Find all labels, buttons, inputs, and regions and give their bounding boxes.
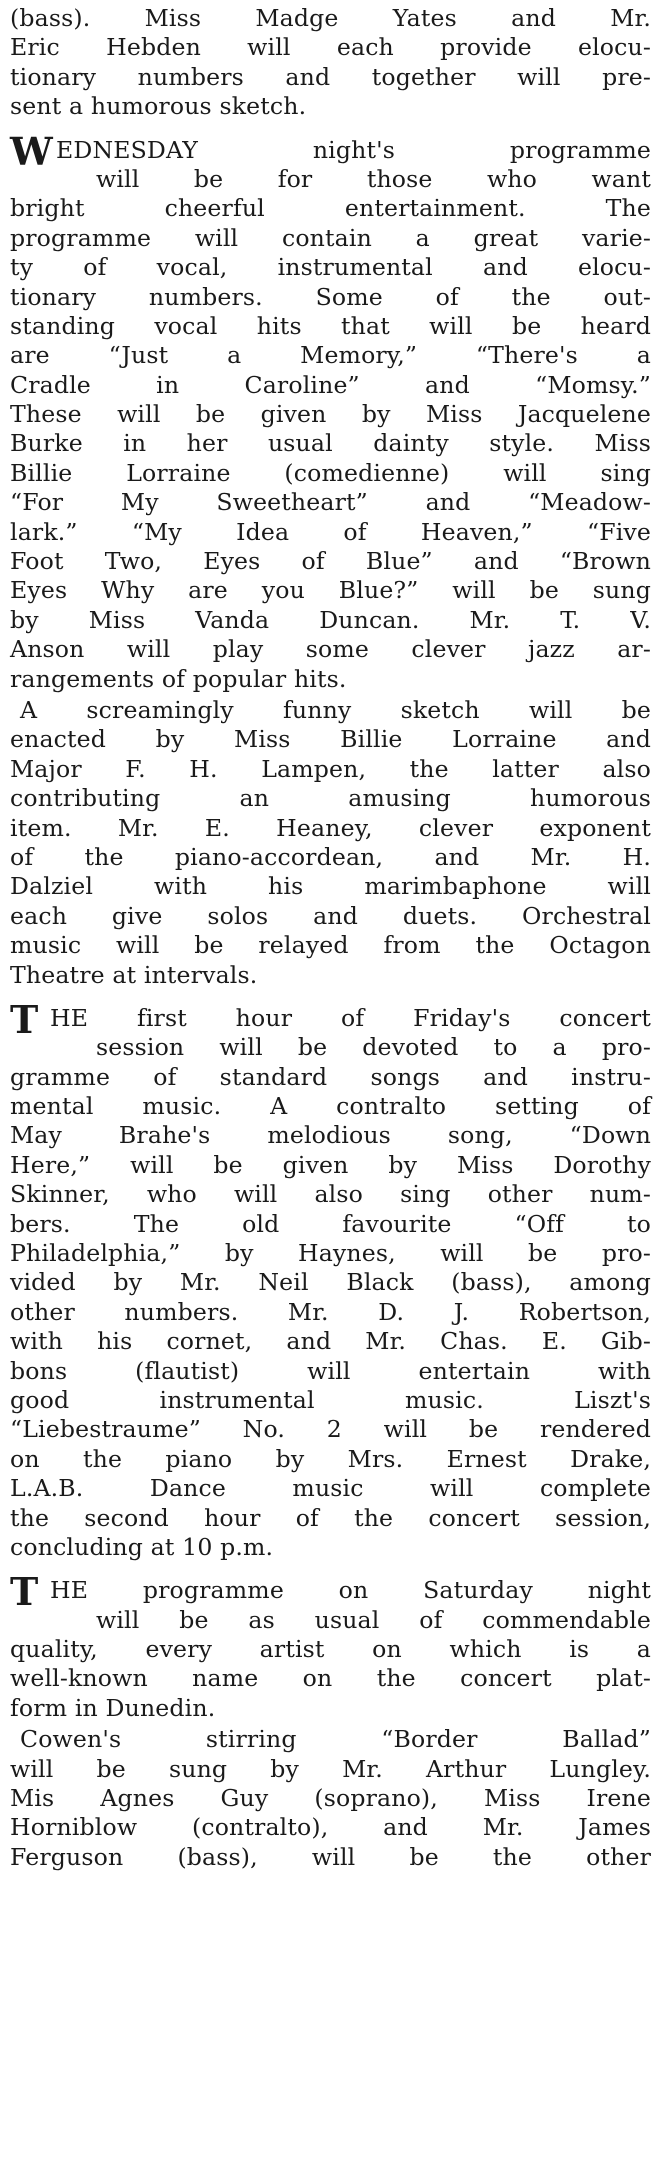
text-line: gramme of standard songs and instru- xyxy=(10,1062,651,1091)
text-line: Cowen's stirring “Border Ballad” xyxy=(20,1725,651,1754)
article-friday-concert xyxy=(10,996,651,1562)
text-line: on the piano by Mrs. Ernest Drake, xyxy=(10,1444,651,1473)
text-line: Burke in her usual dainty style. Miss xyxy=(10,429,651,458)
text-line: the second hour of the concert session, xyxy=(10,1503,651,1532)
text-line: tionary numbers and together will pre- xyxy=(10,62,651,91)
text-line: sent a humorous sketch. xyxy=(10,92,307,121)
text-line: bers. The old favourite “Off to xyxy=(10,1209,651,1238)
text-line: standing vocal hits that will be heard xyxy=(10,311,651,340)
text-line xyxy=(10,996,651,1042)
text-line: contributing an amusing humorous xyxy=(10,784,651,813)
paragraph xyxy=(10,996,651,1562)
text-line: May Brahe's melodious song, “Down xyxy=(10,1121,651,1150)
text-line: by Miss Vanda Duncan. Mr. T. V. xyxy=(10,605,651,634)
text-line: lark.” “My Idea of Heaven,” “Five xyxy=(10,517,651,546)
paragraph xyxy=(10,696,651,990)
text-line: are “Just a Memory,” “There's a xyxy=(10,341,651,370)
article-wednesday-programme xyxy=(10,128,651,990)
text-line: Major F. H. Lampen, the latter also xyxy=(10,754,651,783)
text-line: Billie Lorraine (comedienne) will sing xyxy=(10,458,651,487)
text-line: with his cornet, and Mr. Chas. E. Gib- xyxy=(10,1327,651,1356)
text-line: Cradle in Caroline” and “Momsy.” xyxy=(10,370,651,399)
text-line: rangements of popular hits. xyxy=(10,664,347,693)
text-line: mental music. A contralto setting of xyxy=(10,1092,651,1121)
text-line: bons (flautist) will entertain with xyxy=(10,1356,651,1385)
text-line-body: EDNESDAY night's programme xyxy=(56,135,651,164)
text-line xyxy=(10,1569,651,1615)
text-line: Skinner, who will also sing other num- xyxy=(10,1180,651,1209)
text-line: Philadelphia,” by Haynes, will be pro- xyxy=(10,1239,651,1268)
text-line: vided by Mr. Neil Black (bass), among xyxy=(10,1268,651,1297)
text-line: These will be given by Miss Jacquelene xyxy=(10,400,651,429)
text-line: good instrumental music. Liszt's xyxy=(10,1385,651,1414)
text-line: quality, every artist on which is a xyxy=(10,1635,651,1664)
text-line: Eric Hebden will each provide elocu- xyxy=(10,33,651,62)
text-line: L.A.B. Dance music will complete xyxy=(10,1474,651,1503)
text-line: Anson will play some clever jazz ar- xyxy=(10,635,651,664)
text-line: ty of vocal, instrumental and elocu- xyxy=(10,253,651,282)
text-line: Horniblow (contralto), and Mr. James xyxy=(10,1813,651,1842)
text-line: item. Mr. E. Heaney, clever exponent xyxy=(10,813,651,842)
text-line: programme will contain a great varie- xyxy=(10,223,651,252)
text-line: Dalziel with his marimbaphone will xyxy=(10,872,651,901)
text-line: Eyes Why are you Blue?” will be sung xyxy=(10,576,651,605)
text-line: tionary numbers. Some of the out- xyxy=(10,282,651,311)
paragraph xyxy=(10,4,651,122)
text-line: other numbers. Mr. D. J. Robertson, xyxy=(10,1297,651,1326)
text-line: enacted by Miss Billie Lorraine and xyxy=(10,725,651,754)
text-line: will be as usual of commendable xyxy=(96,1605,651,1634)
text-line: “Liebestraume” No. 2 will be rendered xyxy=(10,1415,651,1444)
text-line: of the piano-accordean, and Mr. H. xyxy=(10,842,651,871)
text-line: music will be relayed from the Octagon xyxy=(10,931,651,960)
paragraph xyxy=(10,1725,651,1872)
text-line-body: HE programme on Saturday night xyxy=(50,1576,651,1605)
text-line: Theatre at intervals. xyxy=(10,960,258,989)
drop-cap: T xyxy=(10,1569,39,1615)
text-line: Ferguson (bass), will be the other xyxy=(10,1842,651,1871)
article-saturday-programme xyxy=(10,1569,651,1872)
paragraph xyxy=(10,1569,651,1723)
text-line: form in Dunedin. xyxy=(10,1693,216,1722)
text-line: Mis Agnes Guy (soprano), Miss Irene xyxy=(10,1784,651,1813)
drop-cap: W xyxy=(10,128,53,174)
text-line: session will be devoted to a pro- xyxy=(96,1033,651,1062)
drop-cap: T xyxy=(10,996,39,1042)
text-line: well-known name on the concert plat- xyxy=(10,1664,651,1693)
text-line: will be for those who want xyxy=(96,164,651,193)
text-line: Here,” will be given by Miss Dorothy xyxy=(10,1150,651,1179)
article-bass-sketch xyxy=(10,4,651,122)
text-line: (bass). Miss Madge Yates and Mr. xyxy=(10,4,651,32)
text-line: “For My Sweetheart” and “Meadow- xyxy=(10,488,651,517)
text-line: Foot Two, Eyes of Blue” and “Brown xyxy=(10,547,651,576)
text-line: concluding at 10 p.m. xyxy=(10,1532,274,1561)
text-line-body: HE first hour of Friday's concert xyxy=(50,1003,651,1032)
text-line: each give solos and duets. Orchestral xyxy=(10,901,651,930)
paragraph xyxy=(10,128,651,694)
text-line xyxy=(10,128,651,174)
text-line: A screamingly funny sketch will be xyxy=(20,695,651,724)
newspaper-column xyxy=(10,4,651,1872)
text-line: bright cheerful entertainment. The xyxy=(10,194,651,223)
text-line: will be sung by Mr. Arthur Lungley. xyxy=(10,1754,651,1783)
